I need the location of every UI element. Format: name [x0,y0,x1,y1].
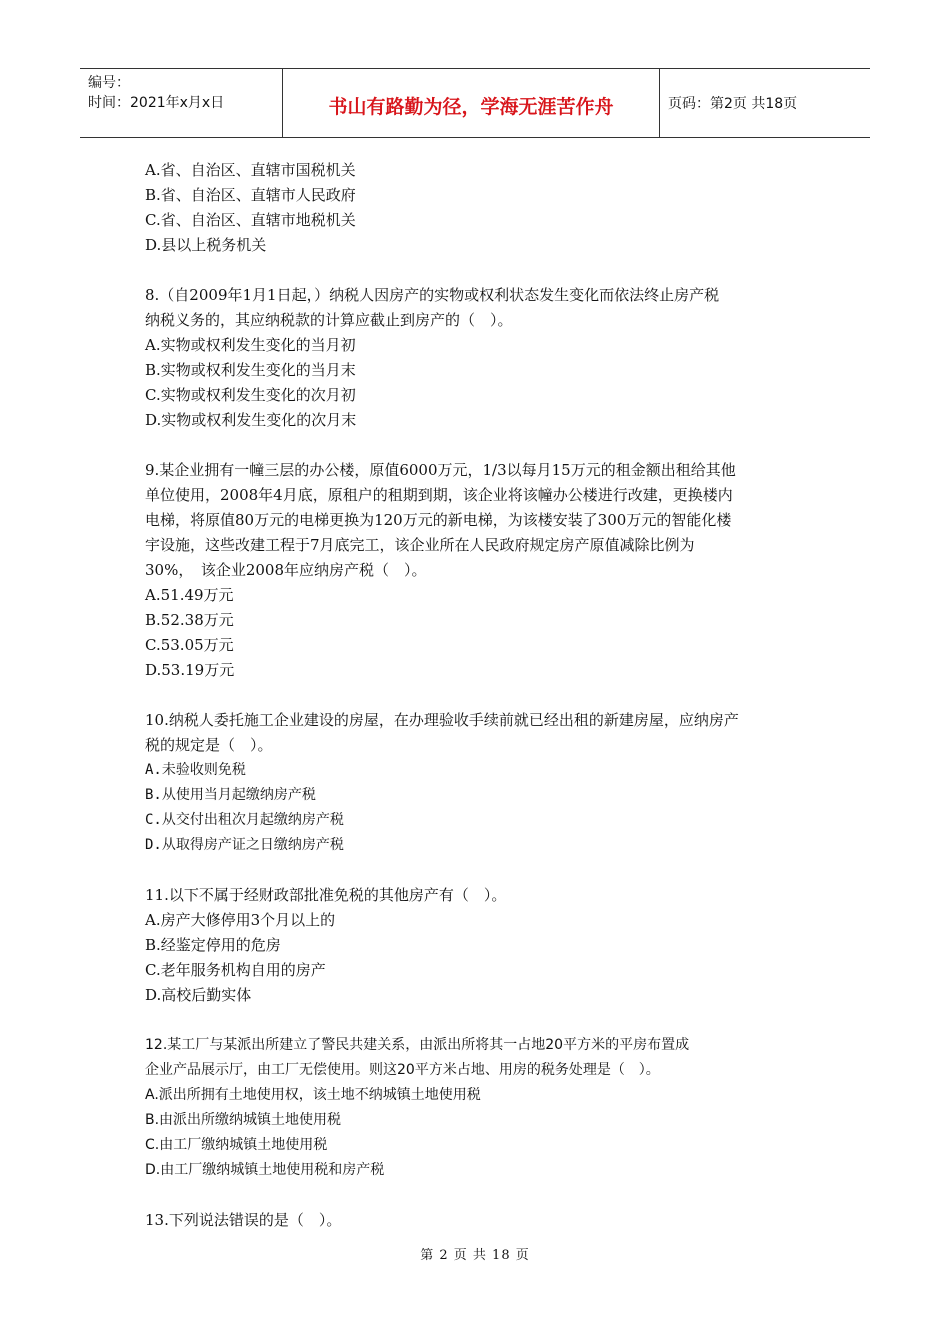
text-line: 宇设施，这些改建工程于7月底完工，该企业所在人民政府规定房产原值减除比例为 [145,536,695,554]
text-line: C.老年服务机构自用的房产 [145,961,326,979]
text-line: A.房产大修停用3个月以上的 [145,911,336,929]
text-line: D.高校后勤实体 [145,986,252,1004]
header-page-info: 页码：第2页 共18页 [668,96,798,112]
document-body [145,158,815,1233]
text-line: 12.某工厂与某派出所建立了警民共建关系，由派出所将其一占地20平方米的平房布置成 [145,1037,690,1053]
header-slogan: 书山有路勤为径，学海无涯苦作舟 [282,69,660,137]
text-line: 13.下列说法错误的是（ ）。 [145,1211,342,1229]
text-line: D.53.19万元 [145,661,235,679]
paragraph-gap [145,258,815,283]
text-line: C.实物或权利发生变化的次月初 [145,386,356,404]
text-line: B.52.38万元 [145,611,234,629]
text-line: B.经鉴定停用的危房 [145,936,281,954]
text-line: 企业产品展示厅，由工厂无偿使用。则这20平方米占地、用房的税务处理是（ ）。 [145,1062,660,1078]
text-line: A.未验收则免税 [145,762,246,778]
paragraph-gap [145,1008,815,1033]
text-line: B.由派出所缴纳城镇土地使用税 [145,1112,342,1128]
text-line: 单位使用，2008年4月底，原租户的租期到期，该企业将该幢办公楼进行改建，更换楼内 [145,486,733,504]
text-line: D.实物或权利发生变化的次月末 [145,411,357,429]
text-line: A.51.49万元 [145,586,234,604]
page-footer: 第 2 页 共 18 页 [420,1248,530,1263]
text-line: 30%， 该企业2008年应纳房产税（ ）。 [145,561,427,579]
text-line: A.实物或权利发生变化的当月初 [145,336,356,354]
paragraph-gap [145,858,815,883]
text-line: D.县以上税务机关 [145,236,267,254]
text-line: 税的规定是（ ）。 [145,736,273,754]
number-label: 编号： [88,75,130,91]
text-line: C.由工厂缴纳城镇土地使用税 [145,1137,328,1153]
text-line: 纳税义务的，其应纳税款的计算应截止到房产的（ ）。 [145,311,513,329]
text-line: A.省、自治区、直辖市国税机关 [145,161,356,179]
text-line: 11.以下不属于经财政部批准免税的其他房产有（ ）。 [145,886,507,904]
text-line: 9.某企业拥有一幢三层的办公楼，原值6000万元，1/3以每月15万元的租金额出租给其他 [145,461,736,479]
page-header [80,68,870,138]
text-line: C.53.05万元 [145,636,234,654]
text-line: D.从取得房产证之日缴纳房产税 [145,837,344,853]
paragraph-gap [145,433,815,458]
text-line: 电梯，将原值80万元的电梯更换为120万元的新电梯，为该楼安装了300万元的智能化楼 [145,511,732,529]
text-line: 8.（自2009年1月1日起，）纳税人因房产的实物或权利状态发生变化而依法终止房产税 [145,286,720,304]
paragraph-gap [145,1183,815,1208]
paragraph-gap [145,683,815,708]
text-line: 10.纳税人委托施工企业建设的房屋，在办理验收手续前就已经出租的新建房屋，应纳房产 [145,711,739,729]
text-line: D.由工厂缴纳城镇土地使用税和房产税 [145,1162,385,1178]
header-meta [80,69,282,137]
text-line: A.派出所拥有土地使用权，该土地不纳城镇土地使用税 [145,1087,481,1103]
text-line: B.省、自治区、直辖市人民政府 [145,186,356,204]
text-line: B.从使用当月起缴纳房产税 [145,787,316,803]
date-label: 时间：2021年x月x日 [88,95,225,111]
text-line: C.从交付出租次月起缴纳房产税 [145,812,344,828]
text-line: C.省、自治区、直辖市地税机关 [145,211,356,229]
text-line: B.实物或权利发生变化的当月末 [145,361,356,379]
